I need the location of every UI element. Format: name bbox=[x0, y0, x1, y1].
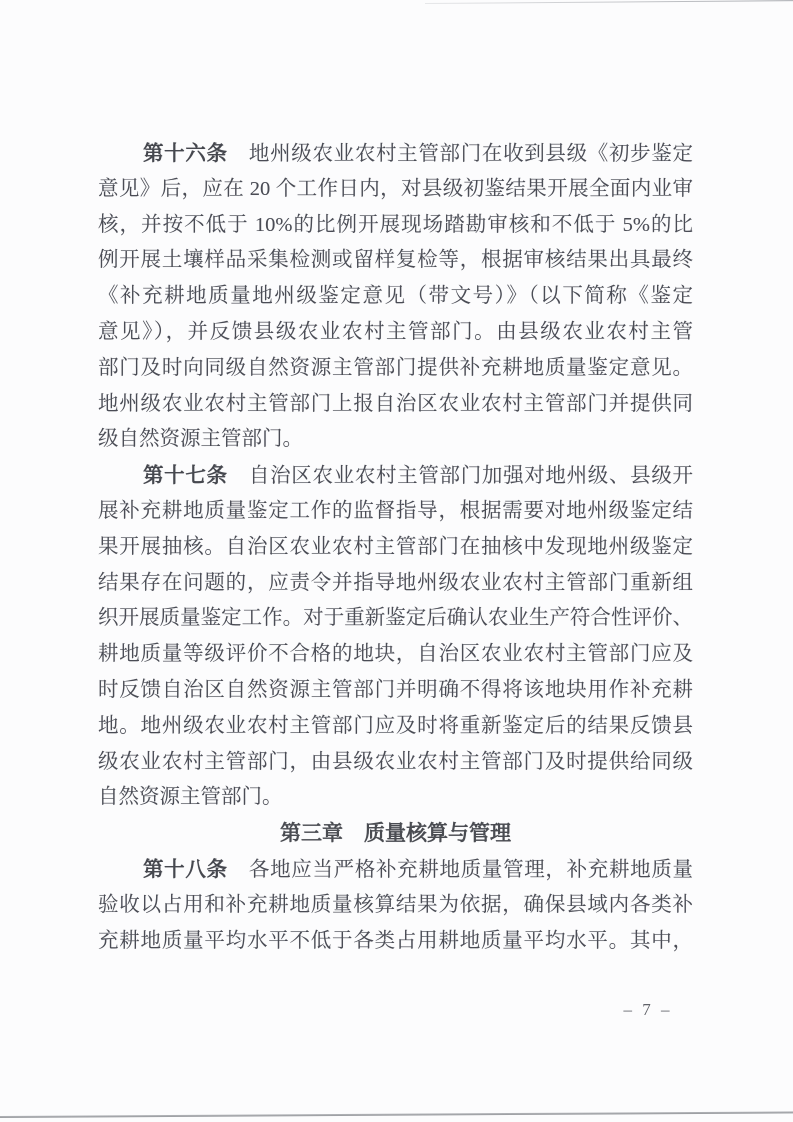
article-number-label: 第十七条 bbox=[143, 464, 228, 488]
page-number: – 7 – bbox=[623, 1000, 673, 1019]
text-line bbox=[98, 780, 693, 816]
line-text: 《补充耕地质量地州级鉴定意见（带文号）》（以下简称《鉴定 bbox=[98, 285, 693, 308]
line-text: 耕地质量等级评价不合格的地块，自治区农业农村主管部门应及 bbox=[98, 643, 693, 666]
line-text: 地州级农业农村主管部门上报自治区农业农村主管部门并提供同 bbox=[98, 392, 693, 415]
scan-artifact-top-edge bbox=[425, 0, 793, 4]
line-text: 自治区农业农村主管部门加强对地州级、县级开 bbox=[227, 465, 694, 488]
article-17-paragraph bbox=[98, 458, 693, 816]
line-text: 时反馈自治区自然资源主管部门并明确不得将该地块用作补充耕 bbox=[98, 678, 693, 701]
text-line bbox=[98, 172, 693, 208]
text-line bbox=[98, 601, 693, 637]
text-line bbox=[98, 637, 693, 673]
line-text: 例开展土壤样品采集检测或留样复检等，根据审核结果出具最终 bbox=[98, 249, 693, 272]
article-number-label: 第十六条 bbox=[143, 142, 228, 165]
text-line bbox=[98, 208, 693, 244]
text-line bbox=[98, 315, 693, 351]
article-18-paragraph bbox=[98, 852, 693, 959]
line-text: 果开展抽核。自治区农业农村主管部门在抽核中发现地州级鉴定 bbox=[98, 535, 693, 558]
line-text: 意见》），并反馈县级农业农村主管部门。由县级农业农村主管 bbox=[98, 320, 693, 343]
text-line bbox=[98, 422, 693, 458]
text-line bbox=[98, 852, 693, 888]
line-text: 级农业农村主管部门，由县级农业农村主管部门及时提供给同级 bbox=[98, 750, 693, 773]
text-line bbox=[98, 351, 693, 387]
article-number-label: 第十八条 bbox=[143, 857, 228, 881]
text-line bbox=[98, 387, 693, 423]
text-line bbox=[98, 530, 693, 566]
text-line bbox=[98, 279, 693, 315]
line-text: 地州级农业农村主管部门在收到县级《初步鉴定 bbox=[227, 143, 694, 165]
line-text: 结果存在问题的，应责令并指导地州级农业农村主管部门重新组 bbox=[98, 571, 693, 594]
line-text: 地。地州级农业农村主管部门应及时将重新鉴定后的结果反馈县 bbox=[98, 714, 693, 737]
text-line bbox=[98, 243, 693, 279]
document-text-block bbox=[98, 136, 693, 959]
line-text: 织开展质量鉴定工作。对于重新鉴定后确认农业生产符合性评价、 bbox=[98, 607, 693, 630]
text-line bbox=[98, 745, 693, 781]
chapter-3-heading: 第三章 质量核算与管理 bbox=[280, 822, 511, 846]
line-text: 部门及时向同级自然资源主管部门提供补充耕地质量鉴定意见。 bbox=[98, 356, 693, 379]
line-text: 意见》后，应在 20 个工作日内，对县级初鉴结果开展全面内业审 bbox=[98, 177, 693, 200]
article-16-paragraph bbox=[98, 136, 693, 458]
line-text: 各地应当严格补充耕地质量管理，补充耕地质量 bbox=[227, 858, 694, 881]
text-line bbox=[98, 924, 693, 960]
text-line bbox=[98, 566, 693, 602]
text-line bbox=[98, 458, 693, 494]
line-text: 充耕地质量平均水平不低于各类占用耕地质量平均水平。其中， bbox=[98, 929, 693, 952]
line-text: 核，并按不低于 10%的比例开展现场踏勘审核和不低于 5%的比 bbox=[98, 213, 693, 236]
text-line bbox=[98, 673, 693, 709]
text-line bbox=[98, 888, 693, 924]
text-line bbox=[98, 494, 693, 530]
line-text: 自然资源主管部门。 bbox=[98, 786, 283, 809]
line-text: 验收以占用和补充耕地质量核算结果为依据，确保县域内各类补 bbox=[98, 893, 693, 916]
text-line bbox=[98, 709, 693, 745]
line-text: 展补充耕地质量鉴定工作的监督指导，根据需要对地州级鉴定结 bbox=[98, 499, 693, 522]
line-text: 级自然资源主管部门。 bbox=[98, 428, 303, 451]
text-line bbox=[98, 136, 693, 172]
scan-artifact-bottom-edge bbox=[0, 1111, 793, 1118]
